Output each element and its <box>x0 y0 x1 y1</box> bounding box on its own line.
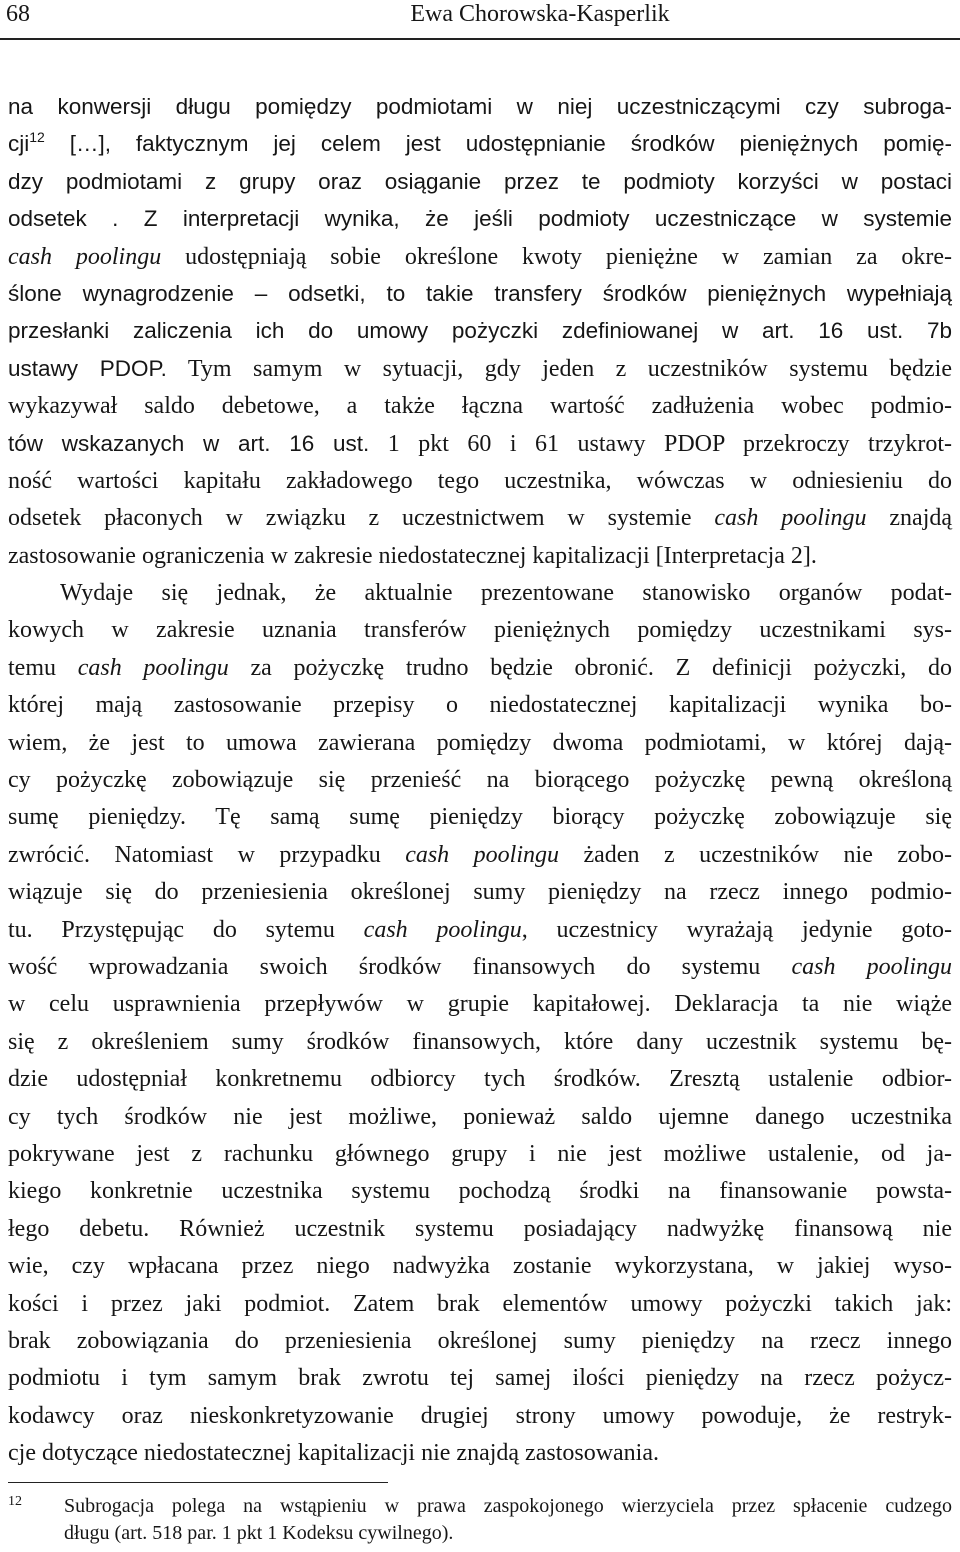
text-line: łego debetu. Również uczestnik systemu posiadający nadwyżkę finansową nie <box>8 1215 952 1242</box>
italic-term: cash poolingu <box>714 505 867 532</box>
text-line: pokrywane jest z rachunku głównego grupy i nie jest możliwe ustalenie, od ja- <box>8 1140 952 1167</box>
text-run: ustawy PDOP. <box>8 355 167 381</box>
text-run: żaden z uczestników nie zobo- <box>559 841 952 868</box>
footnote-reference: 12 <box>29 129 45 146</box>
text-line: wie, czy wpłacana przez niego nadwyżka zostanie wykorzystana, w jakiej wyso- <box>8 1253 952 1280</box>
text-line: się z określeniem sumy środków finansowych, które dany uczestnik systemu bę- <box>8 1028 952 1055</box>
text-line <box>8 239 952 276</box>
text-line: ślone wynagrodzenie – odsetki, to takie transfery środków pieniężnych wypełniają <box>8 280 952 306</box>
text-line <box>8 351 952 388</box>
text-line: cje dotyczące niedostatecznej kapitalizacji nie znajdą zastosowania. <box>8 1440 659 1467</box>
text-run: Tym samym w sytuacji, gdy jeden z uczestników systemu będzie <box>166 355 952 382</box>
text-line <box>8 650 952 687</box>
footnote-line: długu (art. 518 par. 1 pkt 1 Kodeksu cywilnego). <box>64 1522 454 1544</box>
text-run: odsetek . <box>8 206 119 232</box>
text-run: cji <box>8 131 30 157</box>
italic-term: cash poolingu <box>791 953 953 980</box>
text-line: kiego konkretnie uczestnika systemu pochodzą środki na finansowanie powsta- <box>8 1178 952 1205</box>
text-line: kości i przez jaki podmiot. Zatem brak elementów umowy pożyczki takich jak: <box>8 1290 952 1317</box>
italic-term: cash poolingu <box>363 916 522 943</box>
text-run: tów wskazanych w art. 16 ust. <box>8 430 370 456</box>
text-line <box>8 837 952 874</box>
text-line <box>8 500 952 537</box>
text-run: udostępniają sobie określone kwoty pieniężne w zamian za okre- <box>161 243 952 270</box>
text-line: kodawcy oraz nieskonkretyzowanie drugiej strony umowy powoduje, że restryk- <box>8 1402 952 1429</box>
text-line: zastosowanie ograniczenia w zakresie niedostatecznej kapitalizacji [Interpretacja 2]. <box>8 542 817 569</box>
text-line: ność wartości kapitału zakładowego tego uczestnika, wówczas w odniesieniu do <box>8 467 952 494</box>
footnote-rule <box>8 1482 388 1483</box>
body-text <box>8 89 952 1472</box>
text-line: przesłanki zaliczenia ich do umowy pożyczki zdefiniowanej w art. 16 ust. 7b <box>8 318 952 344</box>
text-line: której mają zastosowanie przepisy o niedostatecznej kapitalizacji wynika bo- <box>8 692 952 719</box>
footnote <box>8 1493 952 1547</box>
italic-term: cash poolingu <box>405 841 560 868</box>
text-run: odsetek płaconych w związku z uczestnictwem w systemie <box>8 505 715 532</box>
text-line: cy tych środków nie jest możliwe, ponieważ saldo ujemne danego uczestnika <box>8 1103 952 1130</box>
text-run: wość wprowadzania swoich środków finansowych do systemu <box>8 953 792 980</box>
text-line: kowych w zakresie uznania transferów pieniężnych pomiędzy uczestnikami sys- <box>8 617 952 644</box>
text-line: wiem, że jest to umowa zawierana pomiędzy dwoma podmiotami, w której dają- <box>8 729 952 756</box>
text-line: dzie udostępniał konkretnemu odbiorcy tych środków. Zresztą ustalenie odbior- <box>8 1066 952 1093</box>
text-run: za pożyczkę trudno będzie obronić. Z definicji pożyczki, do <box>228 654 952 681</box>
text-line: na konwersji długu pomiędzy podmiotami w niej uczestniczącymi czy subroga- <box>8 94 952 119</box>
text-run: temu <box>8 654 78 681</box>
text-line: brak zobowiązania do przeniesienia określonej sumy pieniędzy na rzecz innego <box>8 1327 952 1354</box>
text-line: cy pożyczkę zobowiązuje się przenieść na biorącego pożyczkę pewną określoną <box>8 767 952 794</box>
text-line <box>8 949 952 986</box>
text-line <box>8 426 952 463</box>
text-line: w celu usprawnienia przepływów w grupie kapitałowej. Deklaracja ta nie wiąże <box>8 991 952 1018</box>
footnote-marker: 12 <box>8 1494 22 1509</box>
text-line <box>8 126 952 163</box>
text-line <box>8 912 952 949</box>
text-run: […], faktycznym jej celem jest udostępnianie środków pieniężnych pomię- <box>44 131 952 157</box>
text-run: tu. Przystępując do sytemu <box>8 916 364 943</box>
page-number: 68 <box>6 1 30 27</box>
text-line: dzy podmiotami z grupy oraz osiąganie przez te podmioty korzyści w postaci <box>8 168 952 194</box>
text-line: wiązuje się do przeniesienia określonej sumy pieniędzy na rzecz innego podmio- <box>8 879 952 906</box>
text-line <box>8 201 952 238</box>
text-line: podmiotu i tym samym brak zwrotu tej samej ilości pieniędzy na rzecz pożycz- <box>8 1365 952 1392</box>
text-run: 1 pkt 60 i 61 ustawy PDOP przekroczy trzykrot- <box>369 430 953 457</box>
italic-term: cash poolingu <box>8 243 162 270</box>
italic-term: cash poolingu <box>77 654 229 681</box>
text-run: znajdą <box>866 505 953 532</box>
text-line: sumę pieniędzy. Tę samą sumę pieniędzy biorący pożyczkę zobowiązuje się <box>8 804 952 831</box>
text-run: Z interpretacji wynika, że jeśli podmioty uczestniczące w systemie <box>118 206 952 232</box>
text-run: , uczestnicy wyrażają jedynie goto- <box>521 916 953 943</box>
running-head-author: Ewa Chorowska-Kasperlik <box>410 1 670 27</box>
text-run: zwrócić. Natomiast w przypadku <box>8 841 406 868</box>
header-rule <box>0 38 960 40</box>
paragraph-first-line: Wydaje się jednak, że aktualnie prezentowane stanowisko organów podat- <box>60 580 952 607</box>
text-line: wykazywał saldo debetowe, a także łączna wartość zadłużenia wobec podmio- <box>8 393 952 420</box>
footnote-line: Subrogacja polega na wstąpieniu w prawa zaspokojonego wierzyciela przez spłacenie cudzego <box>64 1495 952 1517</box>
